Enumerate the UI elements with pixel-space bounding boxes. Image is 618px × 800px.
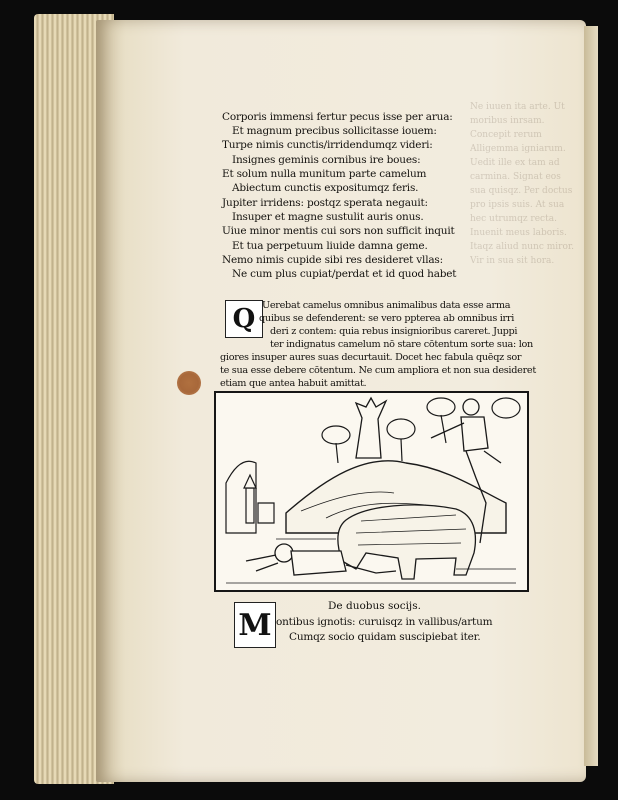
verse-line: Corporis immensi fertur pecus isse per arua: xyxy=(222,111,453,123)
dead-tree xyxy=(356,398,386,458)
tower xyxy=(226,461,274,533)
verse-line: Ne cum plus cupiat/perdat et id quod habet xyxy=(232,268,457,280)
verse-line: Et magnum precibus sollicitasse iouem: xyxy=(232,125,437,137)
prose-line: etiam que antea habuit amittat. xyxy=(220,378,367,389)
initial-letter: M xyxy=(238,607,272,643)
decorated-initial-m xyxy=(234,602,276,648)
prose-line: deri z contem: quia rebus insignioribus careret. Juppi xyxy=(270,326,518,337)
prose-line: giores insuper aures suas decurtauit. Docet hec fabula quēqz sor xyxy=(220,352,522,363)
verse-line: ontibus ignotis: curuisqz in vallibus/artum xyxy=(276,616,493,628)
stain-spot xyxy=(177,371,201,395)
decorated-initial-q xyxy=(225,300,263,338)
woodcut-drawing xyxy=(216,393,527,590)
verse-line: Et solum nulla munitum parte camelum xyxy=(222,168,427,180)
verse-line: Et tua perpetuum liuide damna geme. xyxy=(232,240,428,252)
trees xyxy=(322,398,520,463)
verse-line: Turpe nimis cunctis/irridendumqz videri: xyxy=(222,139,433,151)
initial-letter: Q xyxy=(232,304,256,334)
prose-line: quibus se defenderent: se vero ppterea ab omnibus irri xyxy=(259,313,515,324)
verse-line: Cumqz socio quidam suscipiebat iter. xyxy=(289,631,481,643)
verse-line: Insuper et magne sustulit auris onus. xyxy=(232,211,424,223)
prose-line: Uerebat camelus omnibus animalibus data esse arma xyxy=(262,300,511,311)
verse-line: Uiue minor mentis cui sors non sufficit inquit xyxy=(222,225,455,237)
prose-block xyxy=(220,300,536,389)
verse-line: Jupiter irridens: postqz sperata negauit: xyxy=(222,197,428,209)
woodcut-illustration xyxy=(214,391,529,592)
section-title: De duobus socijs. xyxy=(328,600,421,612)
bleed-through-text: Ne iuuen ita arte. Ut moribus inrsam. Concepit rerum Alligemma igniarum. Uedit ille ex tam ad carmina. Signat eos sua quisqz. Per doctus pro ipsis suis. At sua hec utrumqz recta. Inuenit meus laboris. Itaqz aliud nunc miror. Vir in sua sit hora. xyxy=(470,102,575,266)
verse-block xyxy=(222,112,472,292)
verse-line: Nemo nimis cupide sibi res desideret vllas: xyxy=(222,254,443,266)
prose-line: te sua esse debere cōtentum. Ne cum ampliora et non sua desideret xyxy=(220,365,536,376)
facing-page-edge xyxy=(584,26,598,766)
verse-line: Abiectum cunctis expositumqz feris. xyxy=(232,182,419,194)
verse-line: Insignes geminis cornibus ire boues: xyxy=(232,154,421,166)
prose-line: ter indignatus camelum nō stare cōtentum sorte sua: lon xyxy=(270,339,533,350)
